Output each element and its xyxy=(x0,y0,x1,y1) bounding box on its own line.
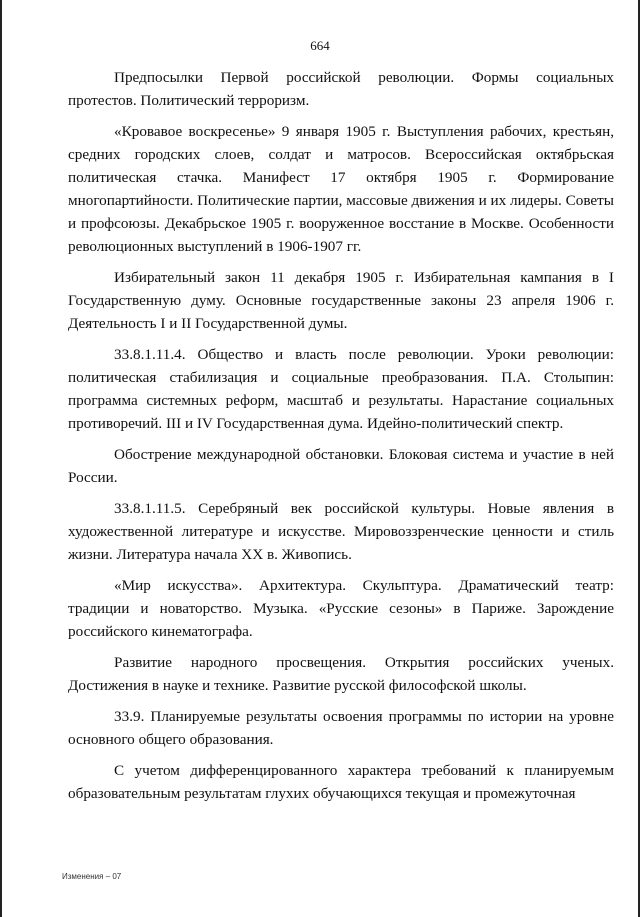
paragraph-silver-age: 33.8.1.11.5. Серебряный век российской культуры. Новые явления в художественной литературе и искусстве. Мировоззренческие ценности и стиль жизни. Литература начала XX в. Живопись. xyxy=(68,500,614,563)
paragraph-revolution-preconditions: Предпосылки Первой российской революции. Формы социальных протестов. Политический терроризм. xyxy=(68,69,614,109)
document-body xyxy=(68,66,614,813)
paragraph-international-situation: Обострение международной обстановки. Блоковая система и участие в ней России. xyxy=(68,446,614,486)
paragraph-education-science: Развитие народного просвещения. Открытия российских ученых. Достижения в науке и технике. Развитие русской философской школы. xyxy=(68,654,614,694)
page-number: 664 xyxy=(310,38,330,53)
footer-changes-note: Изменения – 07 xyxy=(62,872,122,881)
scan-border-left xyxy=(0,0,2,917)
paragraph-world-of-art: «Мир искусства». Архитектура. Скульптура. Драматический театр: традиции и новаторство. Музыка. «Русские сезоны» в Париже. Зарождение российского кинематографа. xyxy=(68,577,614,640)
paragraph-planned-results: 33.9. Планируемые результаты освоения программы по истории на уровне основного общего образования. xyxy=(68,708,614,748)
paragraph-society-and-power: 33.8.1.11.4. Общество и власть после революции. Уроки революции: политическая стабилизация и социальные преобразования. П.А. Столыпин: программа системных реформ, масштаб и результаты. Нарастание социальных противоречий. III и IV Государственная дума. Идейно-политический спектр. xyxy=(68,346,614,432)
paragraph-bloody-sunday: «Кровавое воскресенье» 9 января 1905 г. Выступления рабочих, крестьян, средних городских слоев, солдат и матросов. Всероссийская октябрьская политическая стачка. Манифест 17 октября 1905 г. Формирование многопартийности. Политические партии, массовые движения и их лидеры. Советы и профсоюзы. Декабрьское 1905 г. вооруженное восстание в Москве. Особенности революционных выступлений в 1906-1907 гг. xyxy=(68,123,614,255)
paragraph-electoral-law: Избирательный закон 11 декабря 1905 г. Избирательная кампания в I Государственную думу. Основные государственные законы 23 апреля 1906 г. Деятельность I и II Государственной думы. xyxy=(68,269,614,332)
paragraph-assessment: С учетом дифференцированного характера требований к планируемым образовательным результатам глухих обучающихся текущая и промежуточная xyxy=(68,762,614,802)
